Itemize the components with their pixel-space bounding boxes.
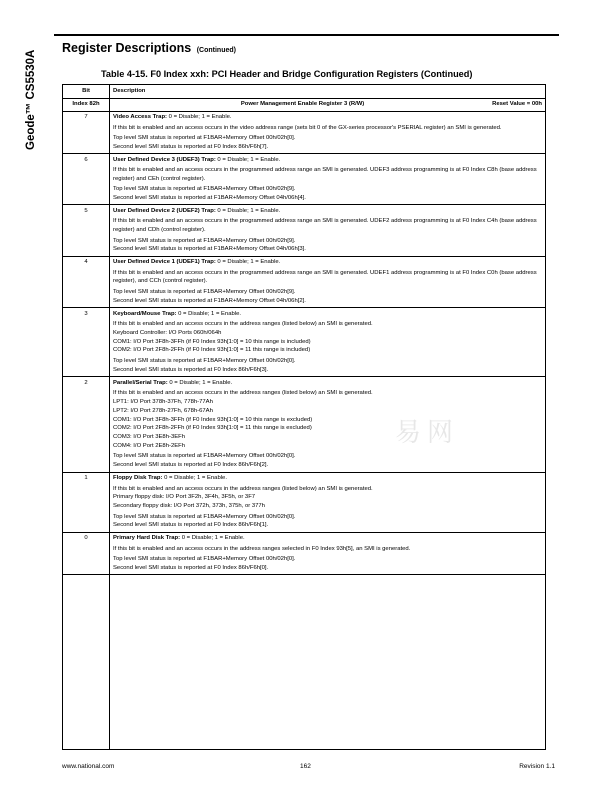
field-values: 0 = Disable; 1 = Enable.	[167, 114, 232, 121]
description-paragraph	[113, 545, 542, 554]
description-line: If this bit is enabled and an access occurs in the address ranges (listed below) an SMI is generated.	[113, 485, 373, 492]
footer-left: www.national.com	[62, 763, 115, 770]
bit-number: 2	[63, 377, 110, 473]
description-line: Second level SMI status is reported at F0 Index 86h/F6h[2].	[113, 462, 269, 469]
field-definition	[113, 258, 542, 267]
description-paragraph	[113, 134, 542, 152]
description-paragraph	[113, 217, 542, 235]
field-definition	[113, 379, 542, 388]
description-paragraph	[113, 269, 542, 287]
description-line: COM3: I/O Port 3E8h-3EFh	[113, 434, 186, 441]
description-line: COM2: I/O Port 2F8h-2FFh (if F0 Index 93h[1:0] = 11 this range is excluded)	[113, 425, 312, 432]
description-paragraph	[113, 389, 542, 451]
description-paragraph	[113, 124, 542, 133]
register-table	[62, 84, 546, 750]
section-title-text: Register Descriptions	[62, 41, 192, 55]
empty-row	[63, 575, 546, 750]
description-line: If this bit is enabled and an access occurs in the address ranges selected in F0 Index 93h[5], an SMI is generated.	[113, 545, 411, 552]
description-paragraph	[113, 555, 542, 573]
field-values: 0 = Disable; 1 = Enable.	[162, 475, 227, 482]
section-title	[62, 41, 236, 55]
description-paragraph	[113, 485, 542, 512]
description-line: Top level SMI status is reported at F1BAR+Memory Offset 00h/02h[0].	[113, 134, 296, 141]
field-definition	[113, 156, 542, 165]
description-paragraph	[113, 166, 542, 184]
description-paragraph	[113, 513, 542, 531]
field-name: Parallel/Serial Trap:	[113, 379, 168, 386]
bit-number: 7	[63, 111, 110, 153]
table-title: Table 4-15. F0 Index xxh: PCI Header and Bridge Configuration Registers (Continued)	[101, 69, 473, 79]
bit-description	[110, 472, 546, 532]
watermark: 易网	[395, 418, 460, 448]
field-name: User Defined Device 1 (UDEF1) Trap:	[113, 259, 216, 266]
description-line: Keyboard Controller: I/O Ports 060h/064h	[113, 329, 222, 336]
footer-page-number: 162	[300, 763, 311, 770]
description-line: Primary floppy disk: I/O Port 3F2h, 3F4h, 3F5h, or 3F7	[113, 494, 256, 501]
field-values: 0 = Disable; 1 = Enable.	[215, 259, 281, 266]
bit-row-1	[63, 472, 546, 532]
field-values: 0 = Disable; 1 = Enable.	[215, 156, 281, 163]
bit-row-7	[63, 111, 546, 153]
column-header-bit: Bit	[63, 85, 110, 99]
bit-row-5	[63, 205, 546, 256]
description-line: Top level SMI status is reported at F1BAR+Memory Offset 00h/02h[0].	[113, 453, 296, 460]
header-rule	[54, 34, 559, 36]
description-line: Top level SMI status is reported at F1BAR+Memory Offset 00h/02h[0].	[113, 556, 296, 563]
bit-description	[110, 377, 546, 473]
field-definition	[113, 534, 542, 543]
description-paragraph	[113, 357, 542, 375]
bit-row-0	[63, 532, 546, 574]
bit-description	[110, 308, 546, 377]
bit-row-2	[63, 377, 546, 473]
bit-number: 3	[63, 308, 110, 377]
description-line: Top level SMI status is reported at F1BAR+Memory Offset 00h/02h[0].	[113, 513, 296, 520]
description-line: Second level SMI status is reported at F0 Index 86h/F6h[1].	[113, 522, 269, 529]
empty-bit-cell	[63, 575, 110, 750]
bit-row-6	[63, 154, 546, 205]
bit-row-4	[63, 256, 546, 307]
description-line: COM1: I/O Port 3F8h-3FFh (if F0 Index 93h[1:0] = 10 this range is included)	[113, 338, 311, 345]
bit-number: 5	[63, 205, 110, 256]
bit-number: 4	[63, 256, 110, 307]
description-line: If this bit is enabled and an access occurs in the address ranges (listed below) an SMI is generated.	[113, 320, 373, 327]
bit-description	[110, 532, 546, 574]
description-line: Second level SMI status is reported at F1BAR+Memory Offset 04h/06h[3].	[113, 246, 306, 253]
table-body	[63, 98, 546, 749]
description-line: LPT2: I/O Port 278h-27Fh, 678h-67Ah	[113, 407, 213, 414]
footer-revision: Revision 1.1	[519, 763, 555, 770]
table-header-row	[63, 85, 546, 99]
description-line: Secondary floppy disk: I/O Port 372h, 373h, 375h, or 377h	[113, 503, 265, 510]
register-index: Index 82h	[63, 98, 110, 111]
description-paragraph	[113, 452, 542, 470]
field-name: User Defined Device 3 (UDEF3) Trap:	[113, 156, 216, 163]
description-paragraph	[113, 237, 542, 255]
field-values: 0 = Disable; 1 = Enable.	[176, 310, 242, 317]
column-header-description: Description	[110, 85, 546, 99]
description-line: Second level SMI status is reported at F1BAR+Memory Offset 04h/06h[2].	[113, 297, 306, 304]
field-definition	[113, 207, 542, 216]
description-line: If this bit is enabled and an access occurs in the video address range (sets bit 0 of the GX-series processor's PSERIAL register) an SMI is generated.	[113, 124, 502, 131]
bit-description	[110, 154, 546, 205]
field-values: 0 = Disable; 1 = Enable.	[180, 535, 245, 542]
field-name: Floppy Disk Trap:	[113, 475, 163, 482]
field-definition	[113, 113, 542, 122]
side-title	[25, 40, 47, 150]
field-values: 0 = Disable; 1 = Enable.	[167, 379, 233, 386]
bit-description	[110, 205, 546, 256]
description-line: Top level SMI status is reported at F1BAR+Memory Offset 00h/02h[9].	[113, 186, 296, 193]
description-paragraph	[113, 288, 542, 306]
empty-description-cell	[110, 575, 546, 750]
description-line: If this bit is enabled and an access occurs in the address ranges (listed below) an SMI is generated.	[113, 389, 373, 396]
section-continued: (Continued)	[196, 47, 236, 54]
description-line: COM1: I/O Port 3F8h-3FFh (if F0 Index 93h[1:0] = 10 this range is excluded)	[113, 416, 313, 423]
description-line: Top level SMI status is reported at F1BAR+Memory Offset 00h/02h[9].	[113, 288, 296, 295]
description-line: COM2: I/O Port 2F8h-2FFh (if F0 Index 93h[1:0] = 11 this range is included)	[113, 347, 311, 354]
side-title-text: Geode™ CS5530A	[25, 49, 37, 150]
description-line: If this bit is enabled and an access occurs in the programmed address range an SMI is generated. UDEF2 address programming is at F0 Index C4h (base address register) and CDh (control register).	[113, 218, 537, 234]
description-paragraph	[113, 185, 542, 203]
register-header-row	[63, 98, 546, 111]
bit-description	[110, 256, 546, 307]
field-values: 0 = Disable; 1 = Enable.	[215, 207, 281, 214]
description-line: If this bit is enabled and an access occurs in the programmed address range an SMI is generated. UDEF3 address programming is at F0 Index C8h (base address register) and CEh (control register).	[113, 167, 537, 182]
description-line: LPT1: I/O Port 378h-37Fh, 778h-77Ah	[113, 398, 213, 405]
bit-description	[110, 111, 546, 153]
bit-number: 6	[63, 154, 110, 205]
register-name: Power Management Enable Register 3 (R/W)	[240, 101, 365, 108]
bit-row-3	[63, 308, 546, 377]
field-name: Keyboard/Mouse Trap:	[113, 310, 177, 317]
description-line: Second level SMI status is reported at F0 Index 86h/F6h[7].	[113, 143, 269, 150]
field-name: Video Access Trap:	[113, 114, 168, 121]
register-reset: Reset Value = 00h	[492, 101, 542, 108]
description-line: COM4: I/O Port 2E8h-2EFh	[113, 443, 186, 450]
bit-number: 1	[63, 472, 110, 532]
field-name: Primary Hard Disk Trap:	[113, 535, 181, 542]
description-line: Second level SMI status is reported at F0 Index 86h/F6h[3].	[113, 366, 269, 373]
description-paragraph	[113, 320, 542, 355]
description-line: Top level SMI status is reported at F1BAR+Memory Offset 00h/02h[0].	[113, 357, 296, 364]
bit-number: 0	[63, 532, 110, 574]
field-definition	[113, 310, 542, 319]
description-line: If this bit is enabled and an access occurs in the programmed address range an SMI is generated. UDEF1 address programming is at F0 Index C0h (base address register), and CCh (control register).	[113, 269, 537, 285]
register-header-cell	[110, 98, 546, 111]
description-line: Second level SMI status is reported at F1BAR+Memory Offset 04h/06h[4].	[113, 195, 306, 202]
field-name: User Defined Device 2 (UDEF2) Trap:	[113, 207, 216, 214]
description-line: Second level SMI status is reported at F0 Index 86h/F6h[0].	[113, 564, 269, 571]
description-line: Top level SMI status is reported at F1BAR+Memory Offset 00h/02h[9].	[113, 237, 296, 244]
field-definition	[113, 474, 542, 483]
